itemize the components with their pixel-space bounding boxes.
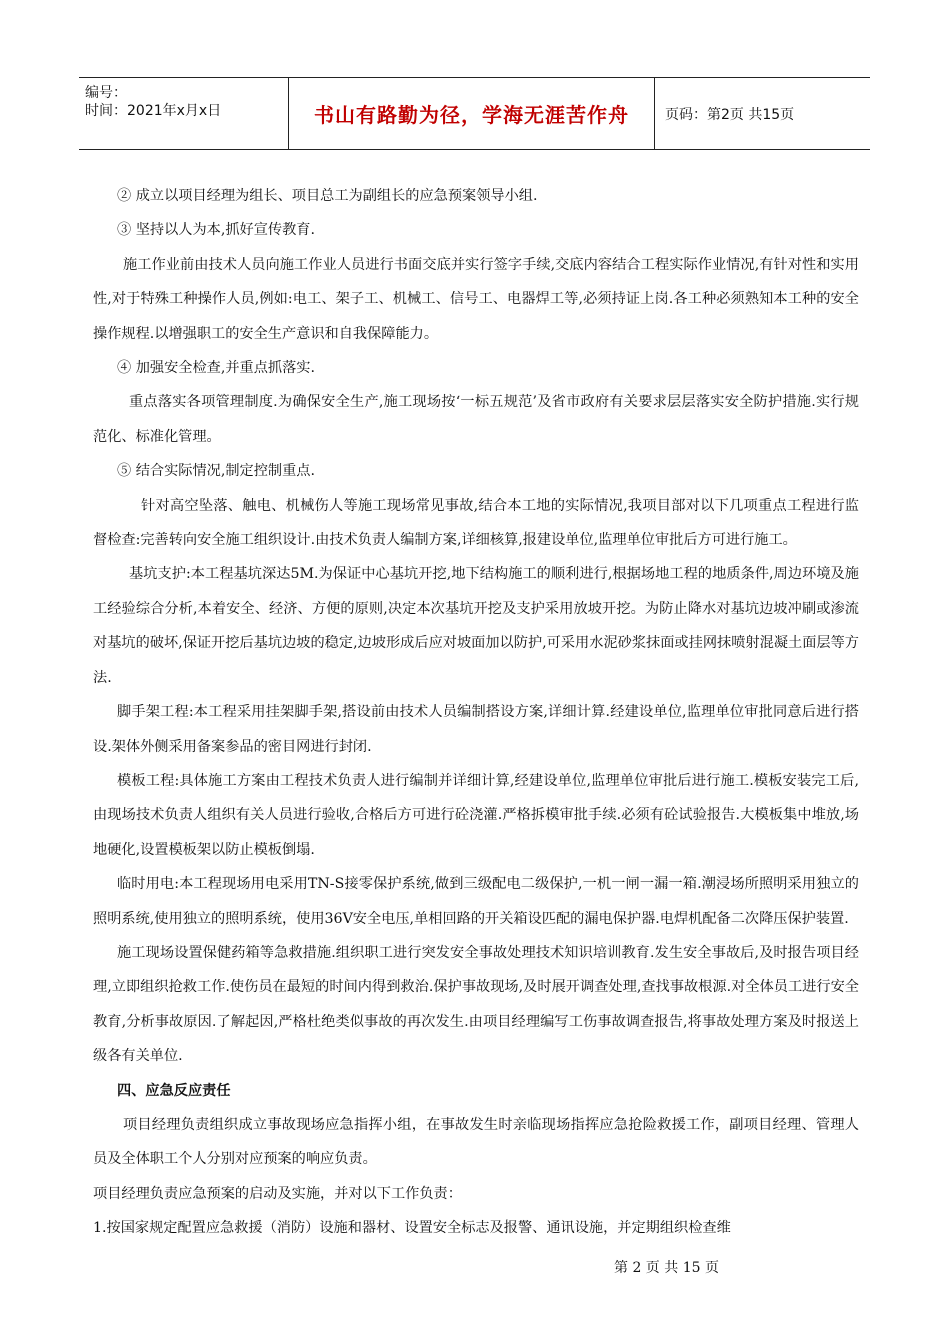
document-body	[93, 179, 859, 1246]
section-heading: 四、应急反应责任	[117, 1082, 231, 1099]
header-motto: 书山有路勤为径，学海无涯苦作舟	[289, 78, 655, 149]
document-number-label: 编号：	[85, 85, 127, 101]
page-footer: 第 2 页 共 15 页	[614, 1260, 719, 1276]
body-paragraph: 项目经理负责应急预案的启动及实施，并对以下工作负责：	[93, 1185, 462, 1202]
header-page-number: 页码：第2页 共15页	[665, 106, 795, 123]
body-paragraph: 施工作业前由技术人员向施工作业人员进行书面交底并实行签字手续,交底内容结合工程实际作业情况,有针对性和实用性,对于特殊工种操作人员,例如:电工、架子工、机械工、信号工、电器焊工等,必须持证上岗.各工种必须熟知本工种的安全操作规程.以增强职工的安全生产意识和自我保障能力。	[93, 256, 859, 342]
body-paragraph: ⑤ 结合实际情况,制定控制重点.	[117, 463, 315, 480]
body-paragraph: 模板工程:具体施工方案由工程技术负责人进行编制并详细计算,经建设单位,监理单位审批后进行施工.模板安装完工后,由现场技术负责人组织有关人员进行验收,合格后方可进行砼浇灌.严格拆模审批手续.必须有砼试验报告.大模板集中堆放,场地硬化,设置模板架以防止模板倒塌.	[93, 772, 859, 858]
body-paragraph: ② 成立以项目经理为组长、项目总工为副组长的应急预案领导小组.	[117, 188, 538, 204]
document-time-label: 时间：2021年x月x日	[85, 103, 222, 119]
body-paragraph: 脚手架工程:本工程采用挂架脚手架,搭设前由技术人员编制搭设方案,详细计算.经建设单位,监理单位审批同意后进行搭设.架体外侧采用备案参品的密目网进行封闭.	[93, 704, 859, 755]
body-paragraph: 针对高空坠落、触电、机械伤人等施工现场常见事故,结合本工地的实际情况,我项目部对以下几项重点工程进行监督检查:完善转向安全施工组织设计.由技术负责人编制方案,详细核算,报建设单位,监理单位审批后方可进行施工。	[93, 497, 859, 549]
body-paragraph: 基坑支护:本工程基坑深达5M.为保证中心基坑开挖,地下结构施工的顺利进行,根据场地工程的地质条件,周边环境及施工经验综合分析,本着安全、经济、方便的原则,决定本次基坑开挖及支护采用放坡开挖。为防止降水对基坑边坡冲刷或渗流对基坑的破坏,保证开挖后基坑边坡的稳定,边坡形成后应对坡面加以防护,可采用水泥砂浆抹面或挂网抹喷射混凝土面层等方法.	[93, 566, 859, 686]
body-paragraph: 1.按国家规定配置应急救援（消防）设施和器材、设置安全标志及报警、通讯设施，并定期组织检查维	[93, 1220, 731, 1237]
body-paragraph: 项目经理负责组织成立事故现场应急指挥小组，在事故发生时亲临现场指挥应急抢险救援工作，副项目经理、管理人员及全体职工个人分别对应预案的响应负责。	[93, 1116, 859, 1168]
page-header	[79, 77, 870, 150]
header-meta-cell	[79, 78, 289, 149]
body-paragraph: ③ 坚持以人为本,抓好宣传教育.	[117, 222, 315, 239]
body-paragraph: 临时用电:本工程现场用电采用TN-S接零保护系统,做到三级配电二级保护,一机一闸一漏一箱.潮浸场所照明采用独立的照明系统,使用独立的照明系统，使用36V安全电压,单相回路的开关箱设匹配的漏电保护器.电焊机配备二次降压保护装置.	[93, 876, 859, 927]
body-paragraph: 重点落实各项管理制度.为确保安全生产,施工现场按‘一标五规范’及省市政府有关要求层层落实安全防护措施.实行规范化、标准化管理。	[93, 394, 859, 445]
body-paragraph: ④ 加强安全检查,并重点抓落实.	[117, 360, 315, 377]
body-paragraph: 施工现场设置保健药箱等急救措施.组织职工进行突发安全事故处理技术知识培训教育.发生安全事故后,及时报告项目经理,立即组织抢救工作.使伤员在最短的时间内得到救治.保护事故现场,及时展开调查处理,查找事故根源.对全体员工进行安全教育,分析事故原因.了解起因,严格杜绝类似事故的再次发生.由项目经理编写工伤事故调查报告,将事故处理方案及时报送上级各有关单位.	[93, 944, 859, 1065]
